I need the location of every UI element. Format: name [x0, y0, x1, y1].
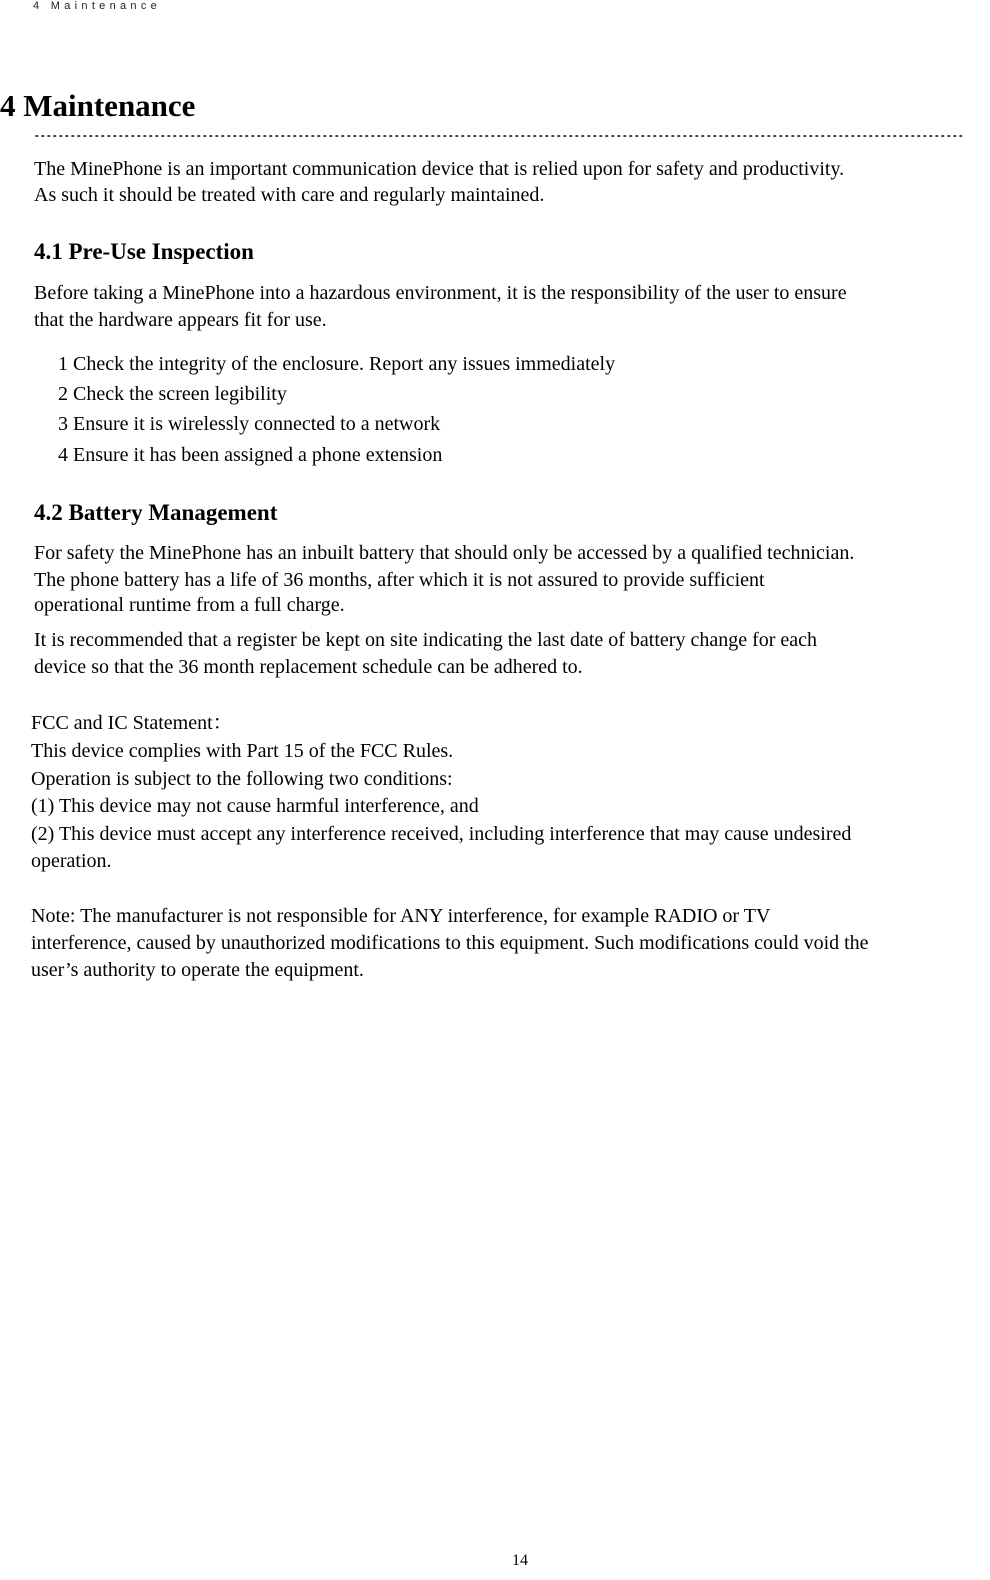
fcc-condition-1: (1) This device may not cause harmful interference, and	[31, 795, 479, 817]
battery-para1-line-3: operational runtime from a full charge.	[34, 594, 345, 616]
battery-para1-line-2: The phone battery has a life of 36 months, after which it is not assured to provide sufficient	[34, 569, 765, 591]
fcc-statement-heading: FCC and IC Statement：	[31, 712, 233, 734]
note-line-2: interference, caused by unauthorized modifications to this equipment. Such modifications could void the	[31, 932, 869, 954]
pre-use-intro-line-1: Before taking a MinePhone into a hazardous environment, it is the responsibility of the user to ensure	[34, 282, 847, 304]
battery-para1-line-1: For safety the MinePhone has an inbuilt battery that should only be accessed by a qualified technician.	[34, 542, 855, 564]
note-line-1: Note: The manufacturer is not responsible for ANY interference, for example RADIO or TV	[31, 905, 771, 927]
fcc-condition-2: (2) This device must accept any interference received, including interference that may cause undesired	[31, 823, 852, 845]
inspection-step-1: 1 Check the integrity of the enclosure. Report any issues immediately	[58, 353, 616, 375]
inspection-step-4: 4 Ensure it has been assigned a phone extension	[58, 444, 443, 466]
inspection-step-2: 2 Check the screen legibility	[58, 383, 287, 405]
pre-use-intro-line-2: that the hardware appears fit for use.	[34, 309, 327, 331]
fcc-statement-line-2: This device complies with Part 15 of the FCC Rules.	[31, 740, 454, 762]
note-line-3: user’s authority to operate the equipment.	[31, 959, 364, 981]
battery-para2-line-2: device so that the 36 month replacement schedule can be adhered to.	[34, 656, 583, 678]
inspection-step-3: 3 Ensure it is wirelessly connected to a network	[58, 413, 441, 435]
intro-line-2: As such it should be treated with care and regularly maintained.	[34, 184, 545, 206]
chapter-title: 4 Maintenance	[0, 88, 196, 123]
section-heading-pre-use-inspection: 4.1 Pre-Use Inspection	[34, 239, 254, 264]
intro-line-1: The MinePhone is an important communication device that is relied upon for safety and productivity.	[34, 158, 845, 180]
page-number: 14	[512, 1552, 528, 1569]
fcc-condition-2-continued: operation.	[31, 850, 112, 872]
section-heading-battery-management: 4.2 Battery Management	[34, 500, 278, 525]
fcc-statement-line-3: Operation is subject to the following two conditions:	[31, 768, 453, 790]
dotted-divider	[34, 133, 964, 139]
running-header: 4 Maintenance	[33, 0, 162, 12]
battery-para2-line-1: It is recommended that a register be kept on site indicating the last date of battery change for each	[34, 629, 818, 651]
